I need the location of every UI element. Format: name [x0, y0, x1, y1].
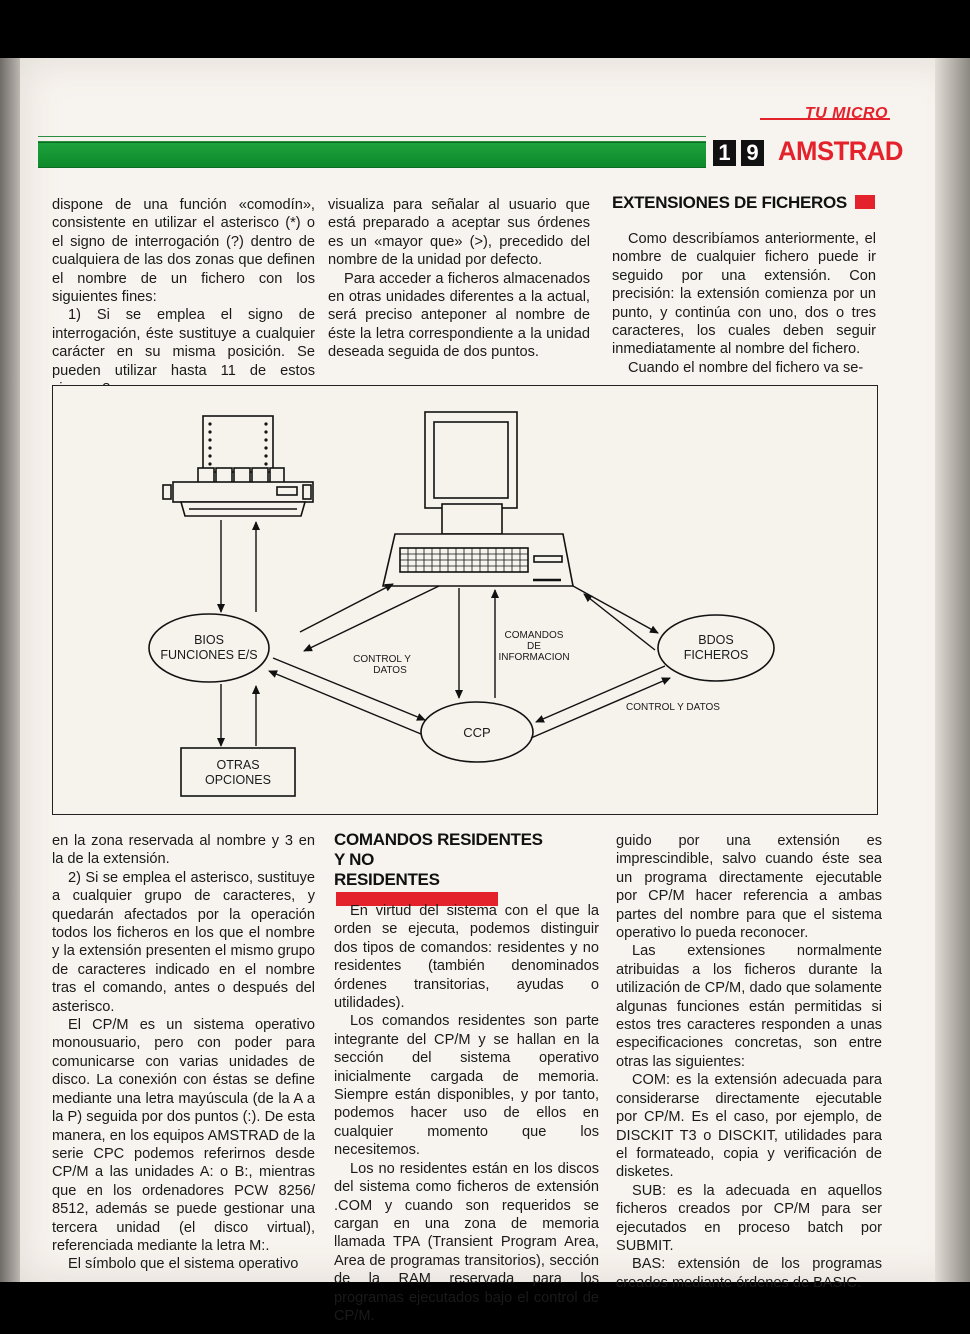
- green-header-bar: [38, 142, 706, 168]
- column3-bottom: [616, 832, 882, 1292]
- section-label: TU MICRO: [804, 105, 888, 122]
- cpm-diagram: [52, 385, 878, 815]
- computer-icon: [383, 412, 573, 586]
- paragraph: 2) Si se emplea el asterisco, sustituye a cualquier grupo de caracteres, y quedarán afectados por la operación todos los ficheros en los que el nombre y la extensión presenten el mismo grupo de caracteres indicado en el nombre tras el comando, antes o después del asterisco.: [52, 869, 315, 1015]
- paragraph: visualiza para señalar al usuario que está preparado a aceptar sus órdenes es un «mayor que» (>), precedido del nombre de la unidad por defecto.: [328, 197, 590, 269]
- paragraph: Para acceder a ficheros almacenados en otras unidades diferentes a la actual, será preciso anteponer al nombre de éste la letra correspondiente a la unidad deseada seguida de dos puntos.: [328, 270, 590, 361]
- paragraph: Como describíamos anteriormente, el nombre de cualquier fichero puede ir seguido por una extensión. Con precisión: la extensión comienza por un punto, y continúa con uno, dos o tres caracteres, los cuales deben seguir inmediatamente al nombre del fichero.: [612, 231, 876, 358]
- column1-top: [52, 196, 315, 398]
- paragraph: Cuando el nombre del fichero va se-: [628, 359, 864, 376]
- heading-extensiones-text: EXTENSIONES DE FICHEROS: [612, 193, 847, 212]
- brand-logo: AMSTRAD: [778, 136, 903, 166]
- column1-bottom: [52, 832, 315, 1274]
- paragraph: Los no residentes están en los discos del sistema como ficheros de extensión .COM y cuando son requeridos se cargan en una zona de memoria llamada TPA (Transient Program Area, Area de programas transitorios), sección de la RAM reservada para los programas ejecutados bajo el control de CP/M.: [334, 1160, 599, 1324]
- page-number-digit-1: 1: [713, 140, 736, 166]
- heading-comandos-line3-text: RESIDENTES: [334, 870, 440, 889]
- paragraph: 1) Si se emplea el signo de interrogación, éste sustituye a cualquier carácter en su misma posición. Se pueden utilizar hasta 11 de estos: [52, 307, 315, 379]
- page-number-digit-2: 9: [741, 140, 764, 166]
- printer-icon: [163, 416, 313, 516]
- paragraph: Las extensiones normalmente atribuidas a los ficheros durante la utilización de CP/M, dado que solamente algunas funciones están permitidas si estos tres caracteres responden a unas especificaciones concretas, son entre otras las siguientes:: [616, 943, 882, 1070]
- paragraph: En virtud del sistema con el que la orden se ejecuta, podemos distinguir dos tipos de comandos: residentes y no residentes (también denominados órdenes transitorias, ayudas o utilidades).: [334, 903, 599, 1012]
- otras-label-2: OPCIONES: [205, 773, 271, 787]
- bdos-label-1: BDOS: [698, 633, 734, 647]
- paragraph: Los comandos residentes son parte integrante del CP/M y se hallan en la sección del sistema operativo inicialmente cargada de memoria. Siempre están disponibles, y por tanto, podemos hacer uso de ellos en cualquier momento que los necesitemos.: [334, 1013, 599, 1159]
- control-datos-left-1: CONTROL Y: [353, 654, 411, 665]
- bios-label-1: BIOS: [194, 633, 224, 647]
- heading-comandos: [334, 830, 599, 910]
- heading-extensiones: [612, 193, 887, 213]
- paragraph: en la zona reservada al nombre y 3 en la de la extensión.: [52, 833, 315, 868]
- paragraph: El símbolo que el sistema operativo: [68, 1256, 299, 1273]
- diagram-svg: [53, 386, 877, 814]
- control-datos-left-2: DATOS: [373, 665, 407, 676]
- column2-bottom: [334, 902, 599, 1325]
- paragraph: El CP/M es un sistema operativo monousuario, pero con poder para comunicarse con varias unidades de disco. La conexión con éstas se define mediante una letra mayúscula (de la A a la P) seguida por dos puntos (:). De esta manera, en los equipos AMSTRAD de la serie CPC podemos referirnos desde CP/M a las unidades A: o B:, mientras que en los ordenadores PCW 8256/ 8512, además se puede gestionar una tercera unidad (el disco virtual), referenciada mediante la letra M:.: [52, 1017, 315, 1254]
- paragraph: BAS: extensión de los programas creados mediante órdenes de BASIC.: [616, 1256, 882, 1291]
- otras-opciones-node: [181, 748, 295, 796]
- paragraph: COM: es la extensión adecuada para considerarse directamente ejecutable por CP/M. Es el caso, por ejemplo, de DISCKIT T3 o DISCKIT, utilidades para el formateado, copia y verificación de disketes.: [616, 1072, 882, 1181]
- paragraph: dispone de una función «comodín», consistente en utilizar el asterisco (*) o el signo de interrogación (?) dentro de cualquiera de las dos zonas que definen el nombre de un fichero con los siguientes fines:: [52, 197, 315, 306]
- red-marker: [855, 195, 875, 209]
- page-edge-right: [935, 58, 970, 1282]
- page-edge-left: [0, 58, 20, 1282]
- column3-top: [612, 230, 876, 377]
- comandos-label-3: INFORMACION: [498, 652, 570, 663]
- heading-comandos-line1: COMANDOS RESIDENTES: [334, 830, 543, 849]
- bios-label-2: FUNCIONES E/S: [160, 648, 258, 662]
- otras-label-1: OTRAS: [216, 758, 260, 772]
- bdos-label-2: FICHEROS: [683, 648, 749, 662]
- comandos-label-1: COMANDOS: [504, 630, 564, 641]
- paragraph: SUB: es la adecuada en aquellos ficheros creados por CP/M para ser ejecutados en proceso batch por SUBMIT.: [616, 1182, 882, 1254]
- ccp-label: CCP: [463, 725, 491, 740]
- paragraph: guido por una extensión es imprescindible, salvo cuando éste sea un programa directamente ejecutable por CP/M hacer referencia a ambas partes del nombre para que el sistema operativo lo pueda reconocer.: [616, 833, 882, 942]
- heading-comandos-line2: Y NO: [334, 850, 375, 869]
- comandos-label-2: DE: [527, 641, 541, 652]
- column2-top: [328, 196, 590, 362]
- control-datos-right: CONTROL Y DATOS: [626, 702, 720, 713]
